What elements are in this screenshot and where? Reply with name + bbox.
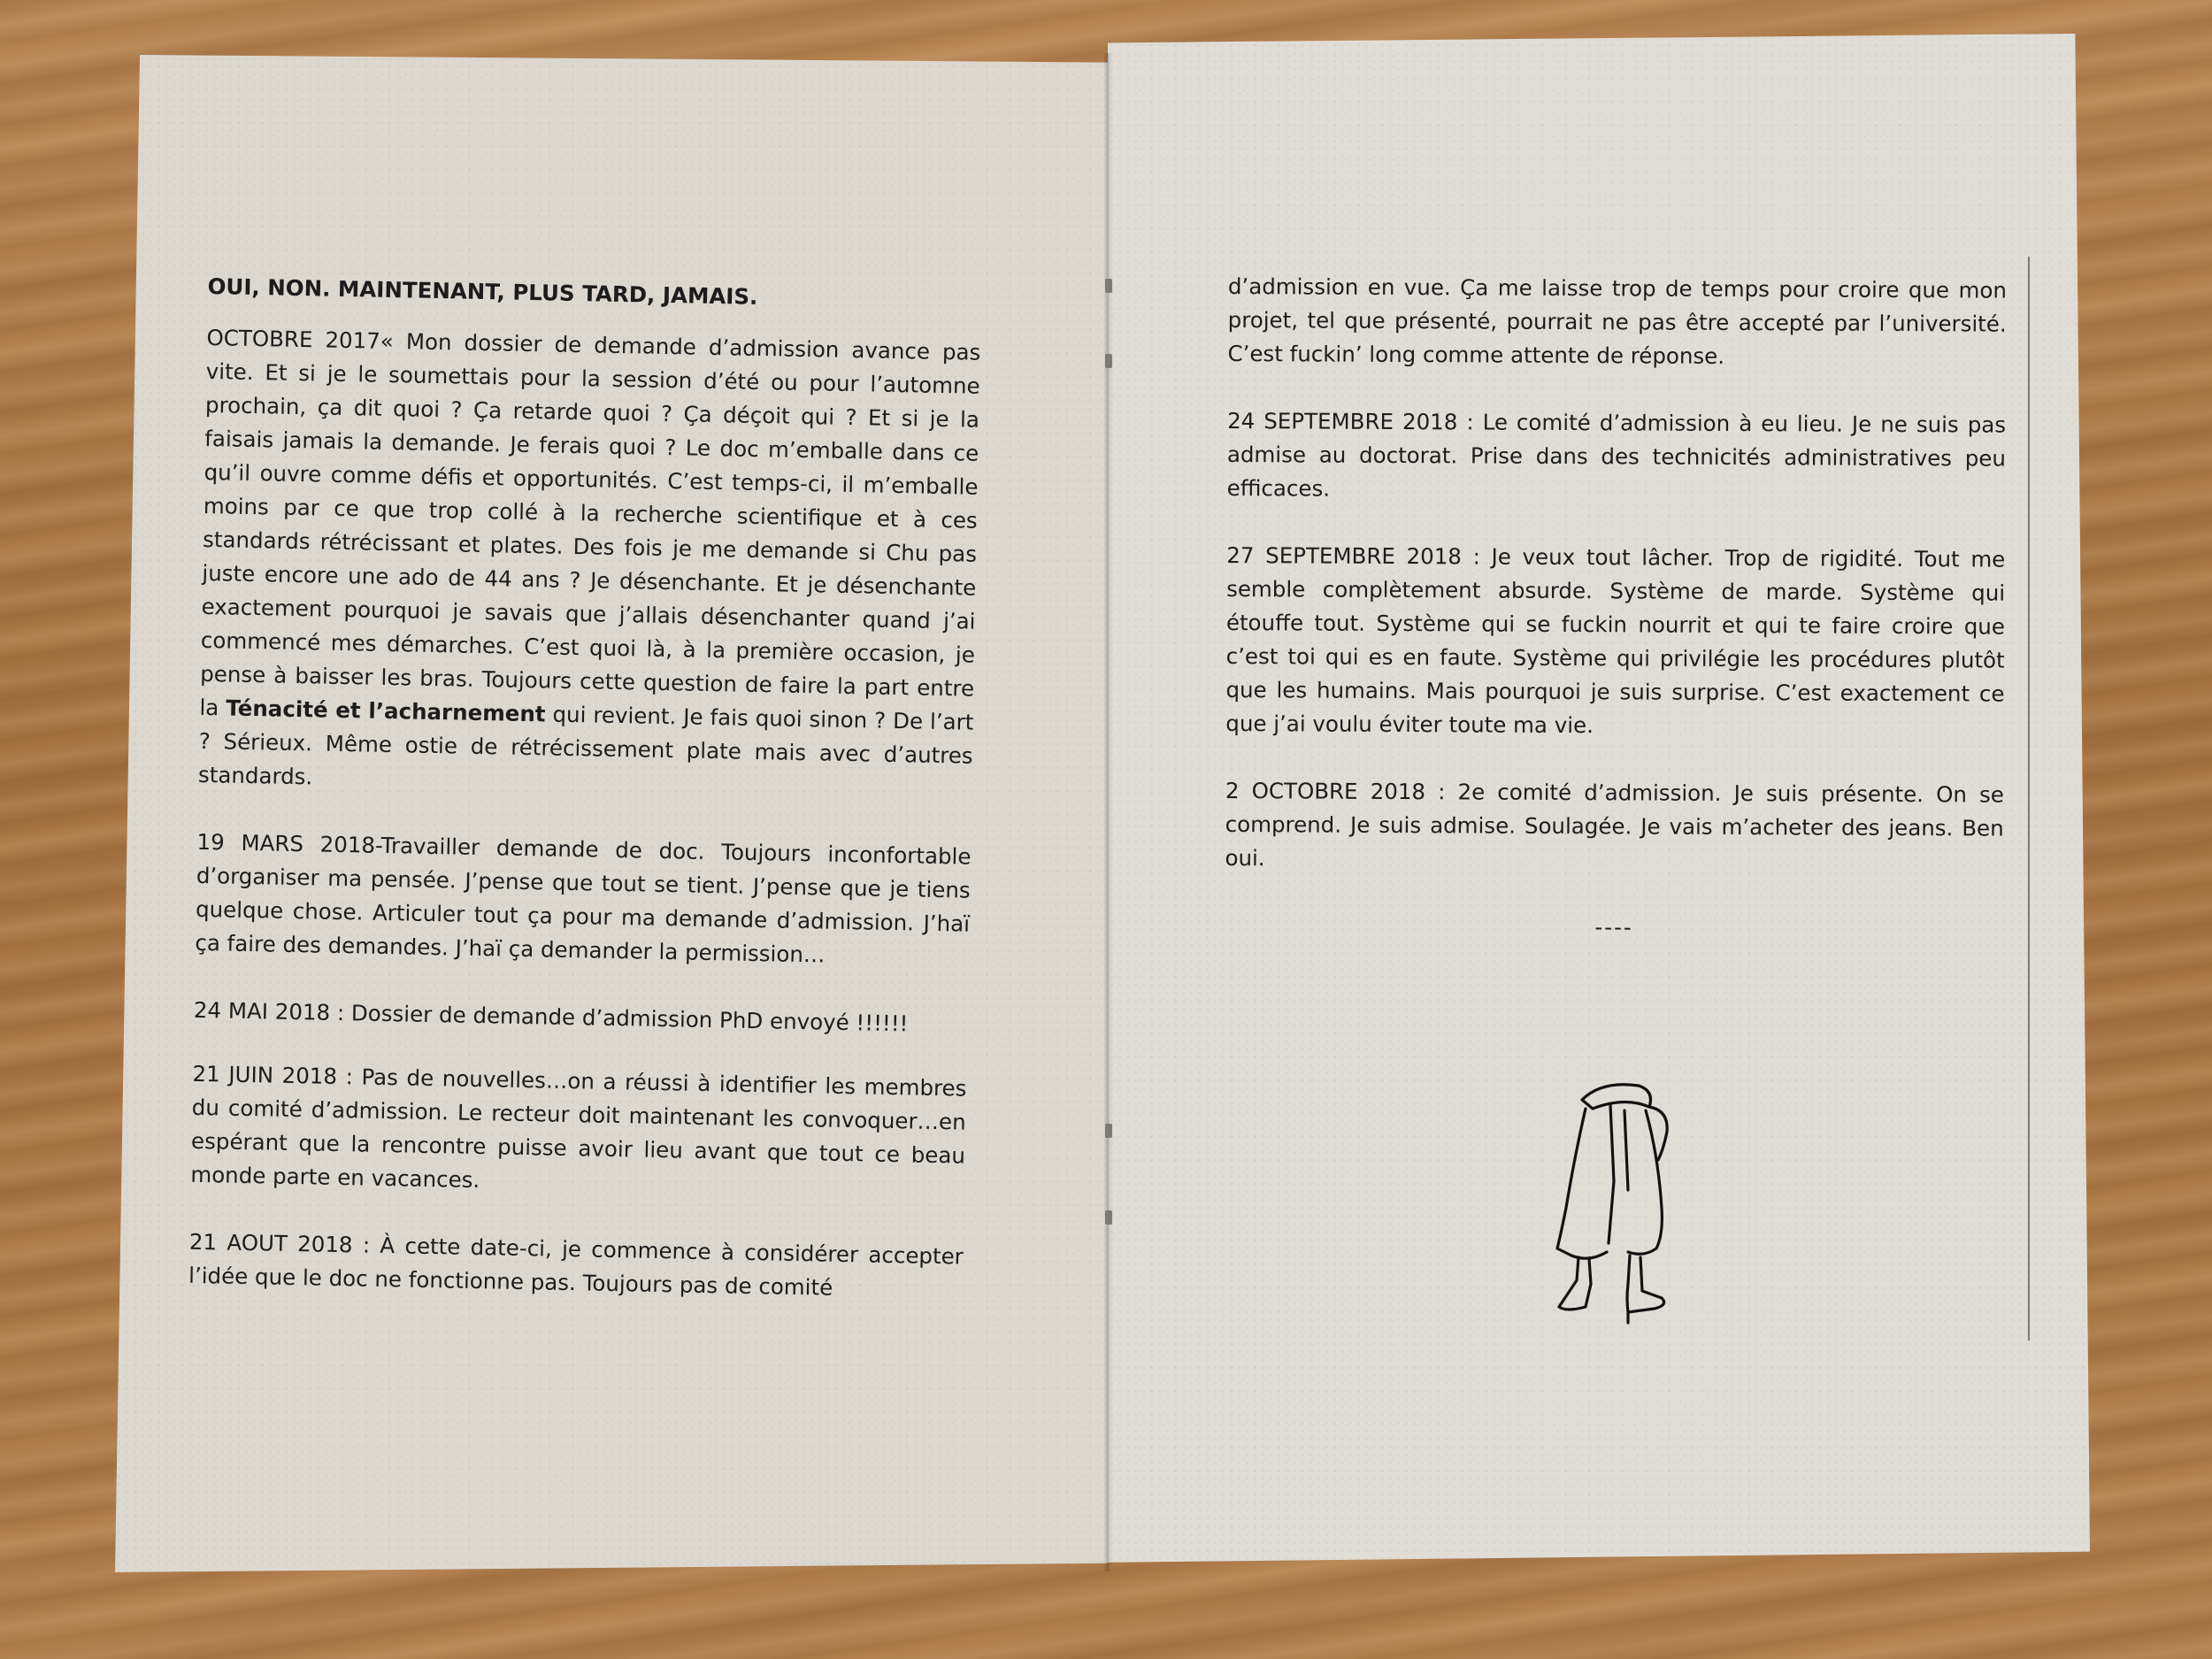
entry-octobre-2017 <box>198 321 981 807</box>
entry-mai-2018: 24 MAI 2018 : Dossier de demande d’admission PhD envoyé !!!!!! <box>193 996 909 1037</box>
left-page-text <box>188 270 982 1341</box>
page-heading: OUI, NON. MAINTENANT, PLUS TARD, JAMAIS. <box>207 273 758 310</box>
bold-phrase: Ténacité et l’acharnement <box>226 695 546 727</box>
entry-24-septembre-2018: 24 SEPTEMBRE 2018 : Le comité d’admission à eu lieu. Je ne suis pas admise au doctorat. Prise dans des technicités administratives peu efficaces. <box>1226 407 2007 502</box>
staple-lower <box>1105 1124 1112 1138</box>
entry-2-octobre-2018: 2 OCTOBRE 2018 : 2e comité d’admission. Je suis présente. On se comprend. Je suis admise. Soulagée. Je vais m’acheter des jeans. Ben oui. <box>1225 777 2004 872</box>
entry-juin-2018: 21 JUIN 2018 : Pas de nouvelles…on a réussi à identifier les membres du comité d’admission. Le recteur doit maintenant les convoquer…en espérant que la rencontre puisse avoir lieu avant que tout ce beau monde parte en vacances. <box>190 1060 967 1194</box>
right-page-text <box>1225 270 2007 968</box>
staple-bottom <box>1105 1210 1112 1225</box>
entry-text: OCTOBRE 2017« Mon dossier de demande d’admission avance pas vite. Et si je le soumettais pour la session d’été ou pour l’automne prochain, ça dit quoi ? Ça retarde quoi ? Ça déçoit qui ? Et si je la faisais jamais la demande. Je ferais quoi ? Le doc m’emballe dans ce qu’il ouvre comme défis et opportunités. C’est temps-ci, il m’emballe moins par ce que trop collé à la recherche scientifique et à ces standards rétrécissant et plates. Des fois je me demande si Chu pas juste encore une ado de 44 ans ? Je désenchante. Et je désenchante exactement pourquoi je savais que j’allais désenchanter quand j’ai commencé mes démarches. C’est quoi là, à la première occasion, je pense à baisser les bras. Toujours cette question de faire la part entre la <box>199 324 981 721</box>
hunched-figure-drawing <box>1540 1075 1681 1340</box>
section-separator: ---- <box>1594 914 1633 941</box>
entry-continuation: d’admission en vue. Ça me laisse trop de temps pour croire que mon projet, tel que présenté, pourrait ne pas être accepté par l’université. C’est fuckin’ long comme attente de réponse. <box>1227 273 2007 369</box>
staple-upper <box>1105 354 1112 368</box>
page-edge-line <box>2028 257 2030 1340</box>
entry-mars-2018: 19 MARS 2018-Travailler demande de doc. Toujours inconfortable d’organiser ma pensée. J’pense que tout se tient. J’pense que je tiens quelque chose. Articuler tout ça pour ma demande d’admission. J’haï ça faire des demandes. J’haï ça demander la permission… <box>195 828 972 968</box>
staple-top <box>1105 279 1112 293</box>
entry-aout-2018: 21 AOUT 2018 : À cette date-ci, je commence à considérer accepter l’idée que le doc ne fonctionne pas. Toujours pas de comité <box>188 1228 964 1301</box>
entry-text-end: qui revient. Je fais quoi sinon ? De l’art ? Sérieux. Même ostie de rétrécissement plate mais avec d’autres standards. <box>197 701 974 790</box>
entry-27-septembre-2018: 27 SEPTEMBRE 2018 : Je veux tout lâcher. Trop de rigidité. Tout me semble complètement absurde. Système de marde. Système qui étouffe tout. Système qui se fuckin nourrit et qui te faire croire que c’est toi qui es en faute. Système qui privilégie les procédures plutôt que les humains. Mais pourquoi je suis surprise. C’est exactement ce que j’ai voulu éviter toute ma vie. <box>1225 541 2006 739</box>
